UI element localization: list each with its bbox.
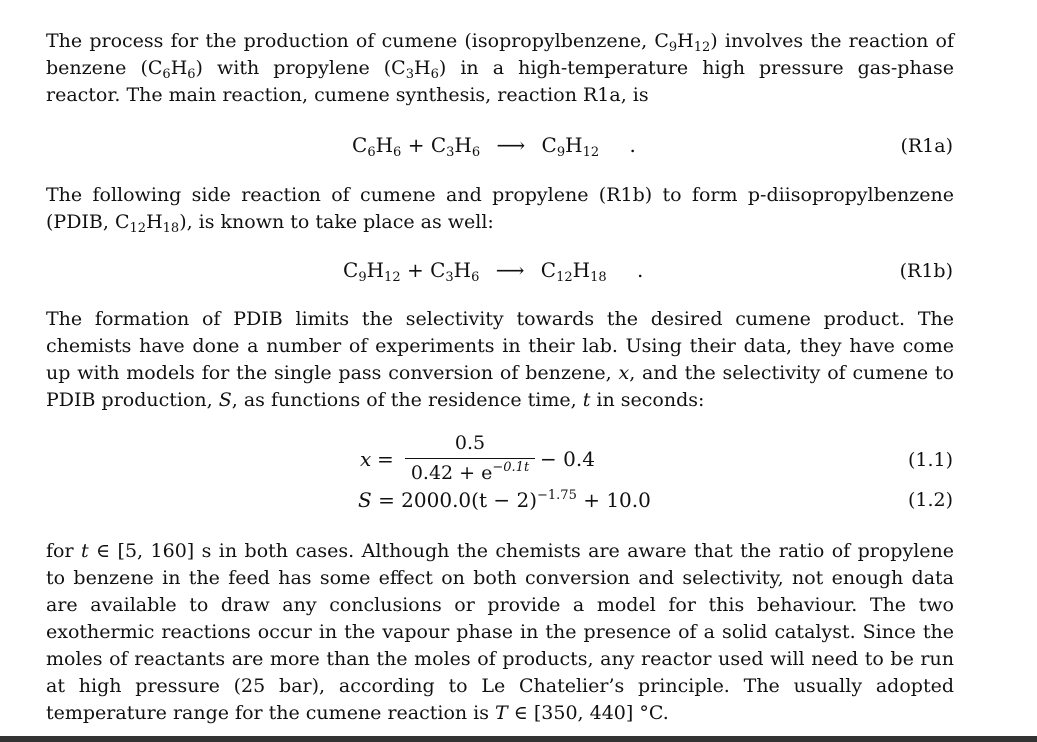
reaction-r1b: $C_9H_{12} + C_3H_6$ ⟶ $C_{12}H_{18}$ . [343, 258, 644, 285]
equation-selectivity: $S = 2000.0(t - 2)^{-1.75} + 10.0$ [358, 488, 651, 512]
paragraph-intro: The process for the production of cumene (isopropylbenzene, $C_9H_{12}$) involves the reaction of benzene $(C_6H_6)$ with propylene $(C_3H_6)$ in a high-temperature high pressure gas-phase reactor. The main reaction, cumene synthesis, reaction R1a, is [46, 30, 955, 106]
paragraph-side-reaction: The following side reaction of cumene and propylene (R1b) to form p-diisopropylbenzene (PDIB, $C_{12}H_{18}$), is known to take place as well: [46, 184, 954, 236]
reaction-r1a: $C_6H_6 + C_3H_6$ ⟶ $C_9H_{12}$ . [352, 133, 636, 160]
equation-tag-1-2: (1.2) [907, 489, 953, 511]
reaction-arrow: ⟶ [495, 258, 525, 282]
paragraph-models: The formation of PDIB limits the selectivity towards the desired cumene product. The chemists have done a number of experiments in their lab. Using their data, they have come up with models for the single pass conversion of benzene, x, and the selectivity of cumene to PDIB production, S, as functions of the residence time, t in seconds: [46, 308, 954, 411]
reaction-tag-r1b: (R1b) [899, 260, 953, 282]
reaction-tag-r1a: (R1a) [900, 135, 953, 157]
window-bottom-edge [0, 736, 1037, 742]
document-page: The process for the production of cumene (isopropylbenzene, $C_9H_{12}$) involves the reaction of benzene $(C_6H_6)$ with propylene $(C_3H_6)$ in a high-temperature high pressure gas-phase reactor. The main reaction, cumene synthesis, reaction R1a, is $C_6H_6 + C_3H_6$ ⟶ $C_9H_{12}$ . (R1a) The following side reaction of cumene and propylene (R1b) to form p-diisopropylbenzene (PDIB, $C_{12}H_{18}$), is known to take place as well: $C_9H_{12} + C_3H_6$ ⟶ $C_{12}H_{18}$ . (R1b) The formation of PDIB limits the selectivity towards the desired cumene product. The chemists have done a number of experiments in their lab. Using their data, they have come up with models for the single pass conversion of benzene, x, and the selectivity of cumene to PDIB production, S, as functions of the residence time, t in seconds: x = 0.5 $0.42 + e^{-0.1t}$ − 0.4 (1.1) $S = 2000.0(t - 2)^{-1.75} + 10.0$ (1.2) for t ∈ [5, 160] s in both cases. Although the chemists are aware that the ratio of propylene to benzene in the feed has some effect on both conversion and selectivity, not enough data are available to draw any conclusions or provide a model for this behaviour. The two exothermic reactions occur in the vapour phase in the presence of a solid catalyst. Since the moles of reactants are more than the moles of products, any reactor used will need to be run at high pressure (25 bar), according to Le Chatelier’s principle. The usually adopted temperature range for the cumene reaction is T ∈ [350, 440] °C. [0, 0, 1037, 742]
paragraph-conditions: for t ∈ [5, 160] s in both cases. Although the chemists are aware that the ratio of propylene to benzene in the feed has some effect on both conversion and selectivity, not enough data are available to draw any conclusions or provide a model for this behaviour. The two exothermic reactions occur in the vapour phase in the presence of a solid catalyst. Since the moles of reactants are more than the moles of products, any reactor used will need to be run at high pressure (25 bar), according to Le Chatelier’s principle. The usually adopted temperature range for the cumene reaction is T ∈ [350, 440] °C. [46, 540, 954, 724]
fraction-denominator: $0.42 + e^{-0.1t}$ [410, 460, 530, 484]
reaction-arrow: ⟶ [496, 133, 526, 157]
fraction-numerator: 0.5 [454, 432, 486, 454]
equation-tag-1-1: (1.1) [907, 449, 953, 471]
